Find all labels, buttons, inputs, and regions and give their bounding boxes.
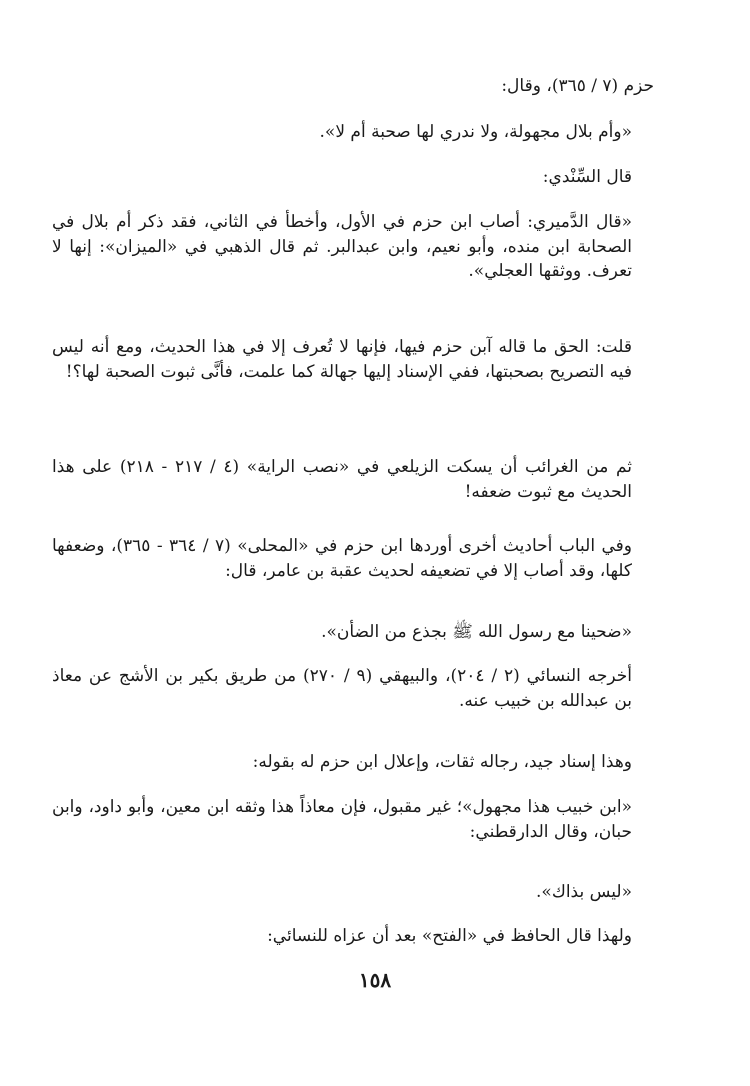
paragraph-11: «ابن خبيب هذا مجهول»؛ غير مقبول، فإن معاذاً هذا وثقه ابن معين، وأبو داود، وابن حبان، وقال الدارقطني: [52,797,632,842]
paragraph-7: وفي الباب أحاديث أخرى أوردها ابن حزم في «المحلى» (٧ / ٣٦٤ - ٣٦٥)، وضعفها كلها، وقد أصاب إلا في تضعيفه لحديث عقبة بن عامر، قال: [52,536,632,581]
paragraph-9: أخرجه النسائي (٢ / ٢٠٤)، والبيهقي (٩ / ٢٧٠) من طريق بكير بن الأشج عن معاذ بن عبدالله بن خبيب عنه. [52,666,632,711]
page-number: ١٥٨ [358,968,392,992]
paragraph-3: قال السِّنْدي: [542,167,632,187]
paragraph-5: قلت: الحق ما قاله آبن حزم فيها، فإنها لا تُعرف إلا في هذا الحديث، ومع أنه ليس فيه التصريح بصحبتها، ففي الإسناد إليها جهالة كما علمت، فأنَّى ثبوت الصحبة لها؟! [52,337,632,382]
paragraph-12: «ليس بذاك». [536,882,632,902]
paragraph-2: «وأم بلال مجهولة، ولا ندري لها صحبة أم لا». [319,122,632,142]
paragraph-13: ولهذا قال الحافظ في «الفتح» بعد أن عزاه للنسائي: [267,926,632,946]
paragraph-10: وهذا إسناد جيد، رجاله ثقات، وإعلال ابن حزم له بقوله: [252,752,632,772]
paragraph-4: «قال الدَّميري: أصاب ابن حزم في الأول، وأخطأ في الثاني، فقد ذكر أم بلال في الصحابة ابن منده، وأبو نعيم، وابن عبدالبر. ثم قال الذهبي في «الميزان»: إنها لا تعرف. ووثقها العجلي». [52,212,632,282]
paragraph-1: حزم (٧ / ٣٦٥)، وقال: [501,76,654,96]
paragraph-6: ثم من الغرائب أن يسكت الزيلعي في «نصب الراية» (٤ / ٢١٧ - ٢١٨) على هذا الحديث مع ثبوت ضعفه! [52,457,632,502]
paragraph-8: «ضحينا مع رسول الله ﷺ بجذع من الضأن». [321,622,632,642]
